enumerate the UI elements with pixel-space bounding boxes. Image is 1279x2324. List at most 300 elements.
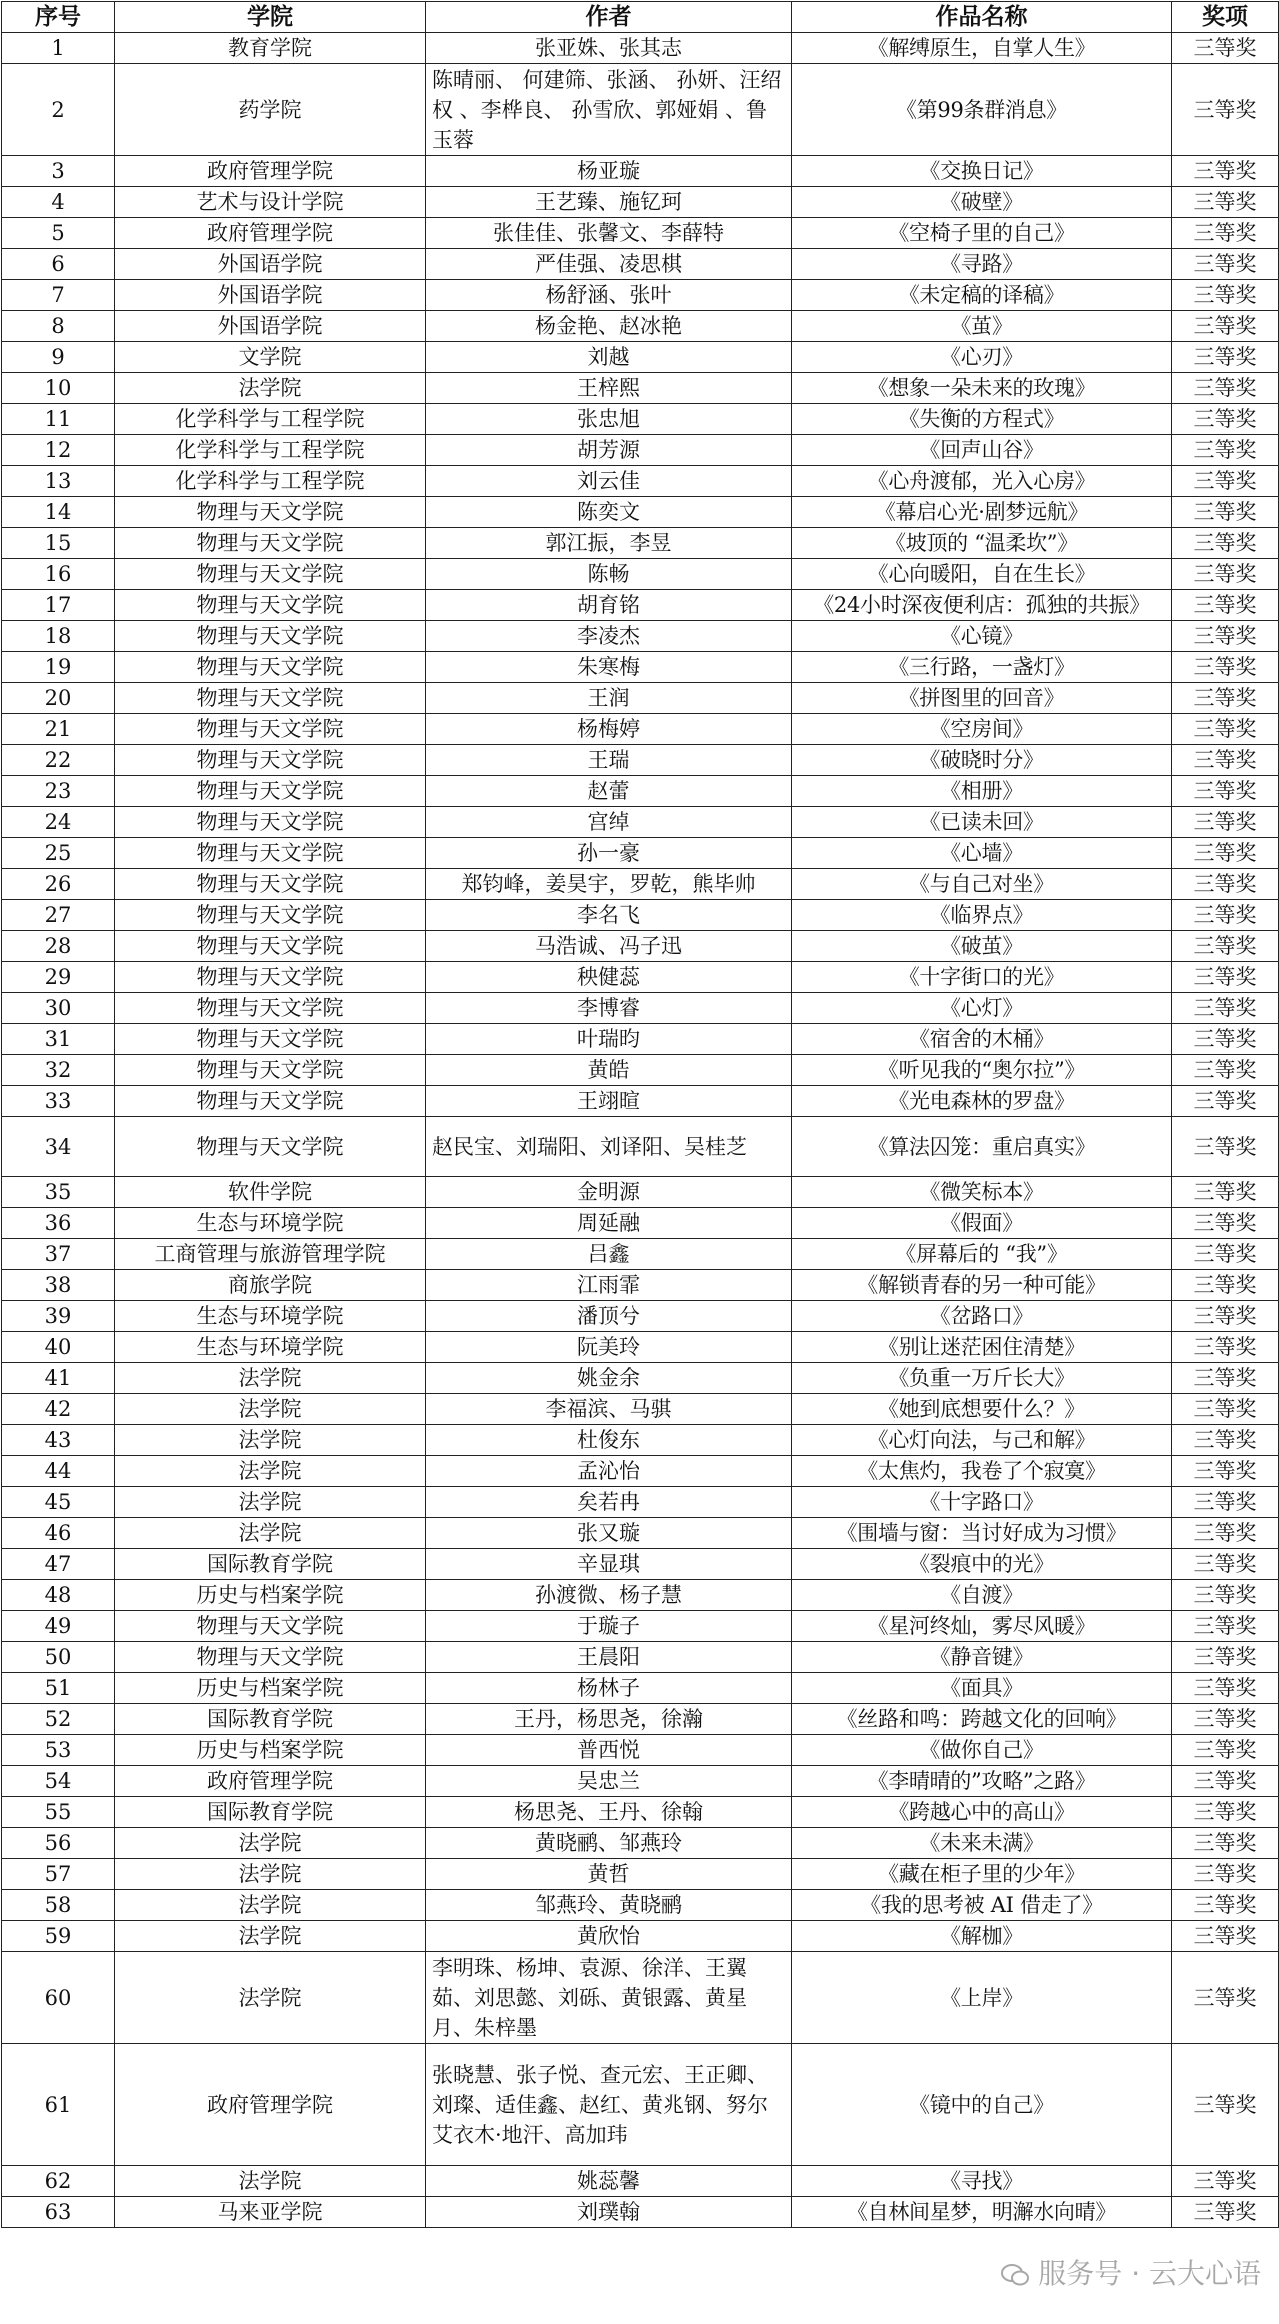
awards-table [1, 1, 1279, 2228]
cell-college: 商旅学院 [115, 1270, 426, 1301]
cell-index: 19 [2, 652, 115, 683]
cell-work-title: 《裂痕中的光》 [792, 1549, 1172, 1580]
cell-award: 三等奖 [1172, 1921, 1279, 1952]
table-row [2, 776, 1279, 807]
cell-college: 药学院 [115, 64, 426, 156]
cell-award: 三等奖 [1172, 249, 1279, 280]
cell-author: 赵蕾 [426, 776, 792, 807]
header-award: 奖项 [1172, 2, 1279, 33]
cell-index: 10 [2, 373, 115, 404]
cell-index: 36 [2, 1208, 115, 1239]
cell-award: 三等奖 [1172, 342, 1279, 373]
cell-award: 三等奖 [1172, 156, 1279, 187]
cell-work-title: 《宿舍的木桶》 [792, 1024, 1172, 1055]
cell-work-title: 《藏在柜子里的少年》 [792, 1859, 1172, 1890]
cell-award: 三等奖 [1172, 1735, 1279, 1766]
table-row [2, 1487, 1279, 1518]
table-row [2, 807, 1279, 838]
cell-index: 31 [2, 1024, 115, 1055]
cell-work-title: 《心镜》 [792, 621, 1172, 652]
cell-award: 三等奖 [1172, 311, 1279, 342]
table-row [2, 1859, 1279, 1890]
cell-award: 三等奖 [1172, 1239, 1279, 1270]
cell-college: 物理与天文学院 [115, 652, 426, 683]
cell-author: 杨林子 [426, 1673, 792, 1704]
cell-award: 三等奖 [1172, 404, 1279, 435]
table-row [2, 1363, 1279, 1394]
cell-work-title: 《心向暖阳，自在生长》 [792, 559, 1172, 590]
cell-work-title: 《镜中的自己》 [792, 2044, 1172, 2166]
cell-college: 物理与天文学院 [115, 621, 426, 652]
cell-author: 张亚姝、张其志 [426, 33, 792, 64]
cell-author: 黄晓鹂、邹燕玲 [426, 1828, 792, 1859]
table-row [2, 1921, 1279, 1952]
table-row [2, 1055, 1279, 1086]
cell-work-title: 《临界点》 [792, 900, 1172, 931]
cell-college: 马来亚学院 [115, 2197, 426, 2228]
cell-index: 7 [2, 280, 115, 311]
table-row [2, 900, 1279, 931]
cell-index: 42 [2, 1394, 115, 1425]
cell-author: 马浩诚、冯子迅 [426, 931, 792, 962]
cell-author: 杨舒涵、张叶 [426, 280, 792, 311]
cell-college: 政府管理学院 [115, 218, 426, 249]
cell-author: 王润 [426, 683, 792, 714]
table-row [2, 1797, 1279, 1828]
cell-work-title: 《未定稿的译稿》 [792, 280, 1172, 311]
cell-college: 物理与天文学院 [115, 590, 426, 621]
table-row [2, 1456, 1279, 1487]
cell-author: 周延融 [426, 1208, 792, 1239]
cell-award: 三等奖 [1172, 1024, 1279, 1055]
cell-author: 宫绰 [426, 807, 792, 838]
table-row [2, 745, 1279, 776]
cell-index: 11 [2, 404, 115, 435]
table-row [2, 156, 1279, 187]
cell-award: 三等奖 [1172, 280, 1279, 311]
cell-index: 29 [2, 962, 115, 993]
cell-author: 杨金艳、赵冰艳 [426, 311, 792, 342]
table-row [2, 869, 1279, 900]
cell-college: 法学院 [115, 2166, 426, 2197]
cell-college: 外国语学院 [115, 311, 426, 342]
cell-work-title: 《算法囚笼：重启真实》 [792, 1117, 1172, 1177]
cell-work-title: 《上岸》 [792, 1952, 1172, 2044]
cell-college: 生态与环境学院 [115, 1332, 426, 1363]
cell-award: 三等奖 [1172, 1332, 1279, 1363]
cell-work-title: 《心灯向法，与己和解》 [792, 1425, 1172, 1456]
cell-author: 王瑞 [426, 745, 792, 776]
cell-college: 物理与天文学院 [115, 1086, 426, 1117]
cell-work-title: 《未来未满》 [792, 1828, 1172, 1859]
table-row [2, 497, 1279, 528]
cell-work-title: 《面具》 [792, 1673, 1172, 1704]
table-row [2, 962, 1279, 993]
cell-award: 三等奖 [1172, 1086, 1279, 1117]
wechat-icon [1000, 2263, 1030, 2287]
cell-award: 三等奖 [1172, 1766, 1279, 1797]
cell-index: 15 [2, 528, 115, 559]
cell-index: 48 [2, 1580, 115, 1611]
cell-award: 三等奖 [1172, 1580, 1279, 1611]
table-row [2, 2044, 1279, 2166]
cell-index: 17 [2, 590, 115, 621]
cell-author: 陈畅 [426, 559, 792, 590]
cell-work-title: 《跨越心中的高山》 [792, 1797, 1172, 1828]
cell-index: 18 [2, 621, 115, 652]
cell-index: 37 [2, 1239, 115, 1270]
cell-index: 30 [2, 993, 115, 1024]
cell-author: 于璇子 [426, 1611, 792, 1642]
cell-author: 秧健蕊 [426, 962, 792, 993]
cell-index: 23 [2, 776, 115, 807]
cell-author: 潘顶兮 [426, 1301, 792, 1332]
cell-work-title: 《回声山谷》 [792, 435, 1172, 466]
cell-index: 54 [2, 1766, 115, 1797]
cell-author: 杜俊东 [426, 1425, 792, 1456]
cell-work-title: 《茧》 [792, 311, 1172, 342]
cell-index: 44 [2, 1456, 115, 1487]
cell-author: 叶瑞昀 [426, 1024, 792, 1055]
cell-work-title: 《拼图里的回音》 [792, 683, 1172, 714]
cell-author: 李博睿 [426, 993, 792, 1024]
cell-college: 外国语学院 [115, 249, 426, 280]
cell-award: 三等奖 [1172, 1487, 1279, 1518]
cell-author: 郭江振，李昱 [426, 528, 792, 559]
cell-college: 软件学院 [115, 1177, 426, 1208]
cell-index: 51 [2, 1673, 115, 1704]
cell-college: 工商管理与旅游管理学院 [115, 1239, 426, 1270]
cell-author: 普西悦 [426, 1735, 792, 1766]
cell-award: 三等奖 [1172, 466, 1279, 497]
table-row [2, 1890, 1279, 1921]
cell-author: 吴忠兰 [426, 1766, 792, 1797]
cell-index: 59 [2, 1921, 115, 1952]
table-row [2, 1549, 1279, 1580]
cell-index: 28 [2, 931, 115, 962]
cell-index: 57 [2, 1859, 115, 1890]
table-row [2, 1177, 1279, 1208]
cell-index: 33 [2, 1086, 115, 1117]
cell-index: 53 [2, 1735, 115, 1766]
cell-work-title: 《负重一万斤长大》 [792, 1363, 1172, 1394]
cell-work-title: 《十字街口的光》 [792, 962, 1172, 993]
cell-author: 王梓熙 [426, 373, 792, 404]
cell-author: 刘璞翰 [426, 2197, 792, 2228]
cell-award: 三等奖 [1172, 1952, 1279, 2044]
cell-award: 三等奖 [1172, 590, 1279, 621]
cell-award: 三等奖 [1172, 621, 1279, 652]
cell-college: 法学院 [115, 1921, 426, 1952]
table-row [2, 1117, 1279, 1177]
cell-college: 法学院 [115, 1363, 426, 1394]
header-row [2, 2, 1279, 33]
cell-author: 矣若冉 [426, 1487, 792, 1518]
cell-award: 三等奖 [1172, 528, 1279, 559]
cell-work-title: 《丝路和鸣：跨越文化的回响》 [792, 1704, 1172, 1735]
cell-college: 物理与天文学院 [115, 1642, 426, 1673]
cell-college: 教育学院 [115, 33, 426, 64]
table-row [2, 714, 1279, 745]
cell-author: 邹燕玲、黄晓鹂 [426, 1890, 792, 1921]
cell-award: 三等奖 [1172, 497, 1279, 528]
cell-college: 物理与天文学院 [115, 714, 426, 745]
cell-author: 严佳强、凌思棋 [426, 249, 792, 280]
cell-college: 政府管理学院 [115, 2044, 426, 2166]
table-row [2, 1239, 1279, 1270]
cell-index: 2 [2, 64, 115, 156]
cell-work-title: 《寻找》 [792, 2166, 1172, 2197]
table-row [2, 249, 1279, 280]
cell-index: 35 [2, 1177, 115, 1208]
cell-award: 三等奖 [1172, 1890, 1279, 1921]
cell-award: 三等奖 [1172, 838, 1279, 869]
cell-work-title: 《做你自己》 [792, 1735, 1172, 1766]
cell-index: 40 [2, 1332, 115, 1363]
cell-author: 李明珠、杨坤、袁源、徐洋、王翼茹、刘思懿、刘砾、黄银露、黄星月、朱梓墨 [426, 1952, 792, 2044]
cell-award: 三等奖 [1172, 1642, 1279, 1673]
cell-college: 历史与档案学院 [115, 1673, 426, 1704]
cell-college: 文学院 [115, 342, 426, 373]
cell-college: 法学院 [115, 1828, 426, 1859]
cell-award: 三等奖 [1172, 1797, 1279, 1828]
watermark-text: 服务号 · 云大心语 [1038, 2257, 1261, 2290]
cell-award: 三等奖 [1172, 435, 1279, 466]
cell-award: 三等奖 [1172, 1055, 1279, 1086]
table-row [2, 311, 1279, 342]
cell-index: 3 [2, 156, 115, 187]
cell-author: 黄哲 [426, 1859, 792, 1890]
cell-work-title: 《别让迷茫困住清楚》 [792, 1332, 1172, 1363]
cell-index: 62 [2, 2166, 115, 2197]
table-row [2, 1611, 1279, 1642]
cell-index: 32 [2, 1055, 115, 1086]
cell-college: 物理与天文学院 [115, 745, 426, 776]
cell-college: 物理与天文学院 [115, 900, 426, 931]
cell-author: 李名飞 [426, 900, 792, 931]
table-row [2, 683, 1279, 714]
cell-work-title: 《解锁青春的另一种可能》 [792, 1270, 1172, 1301]
table-row [2, 528, 1279, 559]
cell-index: 47 [2, 1549, 115, 1580]
cell-work-title: 《坡顶的 “温柔坎”》 [792, 528, 1172, 559]
cell-award: 三等奖 [1172, 2197, 1279, 2228]
cell-author: 张晓慧、张子悦、查元宏、王正卿、刘璨、适佳鑫、赵红、黄兆钢、努尔艾衣木·地汗、高加玮 [426, 2044, 792, 2166]
cell-work-title: 《交换日记》 [792, 156, 1172, 187]
cell-index: 25 [2, 838, 115, 869]
cell-index: 41 [2, 1363, 115, 1394]
table-row [2, 1425, 1279, 1456]
cell-index: 50 [2, 1642, 115, 1673]
cell-index: 24 [2, 807, 115, 838]
cell-author: 孙渡微、杨子慧 [426, 1580, 792, 1611]
cell-author: 李福滨、马骐 [426, 1394, 792, 1425]
cell-award: 三等奖 [1172, 869, 1279, 900]
cell-award: 三等奖 [1172, 1456, 1279, 1487]
cell-college: 物理与天文学院 [115, 497, 426, 528]
cell-index: 63 [2, 2197, 115, 2228]
cell-work-title: 《十字路口》 [792, 1487, 1172, 1518]
table-row [2, 1642, 1279, 1673]
table-row [2, 33, 1279, 64]
cell-author: 郑钧峰，姜昊宇，罗乾，熊毕帅 [426, 869, 792, 900]
table-row [2, 1394, 1279, 1425]
cell-work-title: 《破晓时分》 [792, 745, 1172, 776]
table-row [2, 373, 1279, 404]
table-row [2, 342, 1279, 373]
table-row [2, 652, 1279, 683]
cell-award: 三等奖 [1172, 745, 1279, 776]
cell-work-title: 《空房间》 [792, 714, 1172, 745]
cell-author: 吕鑫 [426, 1239, 792, 1270]
cell-college: 物理与天文学院 [115, 1055, 426, 1086]
cell-award: 三等奖 [1172, 1518, 1279, 1549]
cell-work-title: 《她到底想要什么？》 [792, 1394, 1172, 1425]
cell-college: 法学院 [115, 1952, 426, 2044]
cell-author: 王丹，杨思尧，徐瀚 [426, 1704, 792, 1735]
cell-index: 58 [2, 1890, 115, 1921]
cell-award: 三等奖 [1172, 1704, 1279, 1735]
cell-award: 三等奖 [1172, 1611, 1279, 1642]
cell-author: 张佳佳、张馨文、李薛特 [426, 218, 792, 249]
cell-index: 55 [2, 1797, 115, 1828]
table-row [2, 838, 1279, 869]
cell-index: 39 [2, 1301, 115, 1332]
cell-college: 物理与天文学院 [115, 931, 426, 962]
cell-college: 物理与天文学院 [115, 1024, 426, 1055]
cell-author: 孟沁怡 [426, 1456, 792, 1487]
cell-college: 法学院 [115, 1394, 426, 1425]
cell-work-title: 《屏幕后的 “我”》 [792, 1239, 1172, 1270]
cell-college: 法学院 [115, 1487, 426, 1518]
cell-college: 艺术与设计学院 [115, 187, 426, 218]
cell-author: 赵民宝、刘瑞阳、刘译阳、吴桂芝 [426, 1117, 792, 1177]
cell-work-title: 《与自己对坐》 [792, 869, 1172, 900]
table-row [2, 559, 1279, 590]
cell-college: 物理与天文学院 [115, 1117, 426, 1177]
table-row [2, 218, 1279, 249]
table-row [2, 590, 1279, 621]
cell-award: 三等奖 [1172, 962, 1279, 993]
cell-college: 法学院 [115, 373, 426, 404]
cell-college: 物理与天文学院 [115, 869, 426, 900]
cell-work-title: 《围墙与窗：当讨好成为习惯》 [792, 1518, 1172, 1549]
cell-award: 三等奖 [1172, 1208, 1279, 1239]
cell-college: 物理与天文学院 [115, 962, 426, 993]
cell-work-title: 《三行路，一盏灯》 [792, 652, 1172, 683]
table-row [2, 1766, 1279, 1797]
cell-award: 三等奖 [1172, 1859, 1279, 1890]
cell-index: 61 [2, 2044, 115, 2166]
header-college: 学院 [115, 2, 426, 33]
cell-work-title: 《假面》 [792, 1208, 1172, 1239]
cell-work-title: 《想象一朵未来的玫瑰》 [792, 373, 1172, 404]
cell-college: 化学科学与工程学院 [115, 466, 426, 497]
cell-award: 三等奖 [1172, 652, 1279, 683]
cell-work-title: 《第99条群消息》 [792, 64, 1172, 156]
cell-work-title: 《寻路》 [792, 249, 1172, 280]
cell-index: 1 [2, 33, 115, 64]
table-row [2, 1704, 1279, 1735]
cell-college: 化学科学与工程学院 [115, 435, 426, 466]
cell-college: 国际教育学院 [115, 1704, 426, 1735]
cell-author: 孙一豪 [426, 838, 792, 869]
cell-college: 物理与天文学院 [115, 807, 426, 838]
cell-author: 金明源 [426, 1177, 792, 1208]
cell-college: 历史与档案学院 [115, 1735, 426, 1766]
cell-award: 三等奖 [1172, 714, 1279, 745]
cell-college: 法学院 [115, 1456, 426, 1487]
cell-award: 三等奖 [1172, 373, 1279, 404]
table-row [2, 1735, 1279, 1766]
cell-author: 阮美玲 [426, 1332, 792, 1363]
cell-work-title: 《星河终灿，雾尽风暖》 [792, 1611, 1172, 1642]
table-row [2, 187, 1279, 218]
table-row [2, 1828, 1279, 1859]
cell-work-title: 《自林间星梦，明澥水向晴》 [792, 2197, 1172, 2228]
cell-author: 姚金余 [426, 1363, 792, 1394]
table-row [2, 1208, 1279, 1239]
cell-work-title: 《心刃》 [792, 342, 1172, 373]
cell-award: 三等奖 [1172, 64, 1279, 156]
cell-award: 三等奖 [1172, 1549, 1279, 1580]
cell-college: 历史与档案学院 [115, 1580, 426, 1611]
cell-author: 陈奕文 [426, 497, 792, 528]
table-row [2, 621, 1279, 652]
cell-author: 朱寒梅 [426, 652, 792, 683]
cell-award: 三等奖 [1172, 1270, 1279, 1301]
cell-college: 政府管理学院 [115, 156, 426, 187]
cell-index: 9 [2, 342, 115, 373]
cell-index: 22 [2, 745, 115, 776]
table-row [2, 2197, 1279, 2228]
cell-work-title: 《自渡》 [792, 1580, 1172, 1611]
cell-work-title: 《解缚原生，自掌人生》 [792, 33, 1172, 64]
cell-college: 外国语学院 [115, 280, 426, 311]
cell-author: 江雨霏 [426, 1270, 792, 1301]
cell-index: 38 [2, 1270, 115, 1301]
cell-index: 20 [2, 683, 115, 714]
cell-work-title: 《我的思考被 AI 借走了》 [792, 1890, 1172, 1921]
cell-award: 三等奖 [1172, 218, 1279, 249]
cell-award: 三等奖 [1172, 1673, 1279, 1704]
cell-award: 三等奖 [1172, 2166, 1279, 2197]
table-row [2, 404, 1279, 435]
table-row [2, 1332, 1279, 1363]
cell-college: 法学院 [115, 1518, 426, 1549]
watermark [1000, 2252, 1261, 2292]
cell-author: 黄欣怡 [426, 1921, 792, 1952]
cell-index: 4 [2, 187, 115, 218]
cell-award: 三等奖 [1172, 1117, 1279, 1177]
cell-college: 物理与天文学院 [115, 559, 426, 590]
cell-author: 刘越 [426, 342, 792, 373]
table-row [2, 1301, 1279, 1332]
cell-work-title: 《光电森林的罗盘》 [792, 1086, 1172, 1117]
cell-work-title: 《24小时深夜便利店：孤独的共振》 [792, 590, 1172, 621]
table-row [2, 931, 1279, 962]
cell-index: 26 [2, 869, 115, 900]
cell-author: 辛显琪 [426, 1549, 792, 1580]
cell-work-title: 《失衡的方程式》 [792, 404, 1172, 435]
table-row [2, 1086, 1279, 1117]
cell-college: 物理与天文学院 [115, 1611, 426, 1642]
cell-author: 杨思尧、王丹、徐翰 [426, 1797, 792, 1828]
table-row [2, 993, 1279, 1024]
cell-work-title: 《破壁》 [792, 187, 1172, 218]
cell-award: 三等奖 [1172, 1394, 1279, 1425]
cell-work-title: 《相册》 [792, 776, 1172, 807]
